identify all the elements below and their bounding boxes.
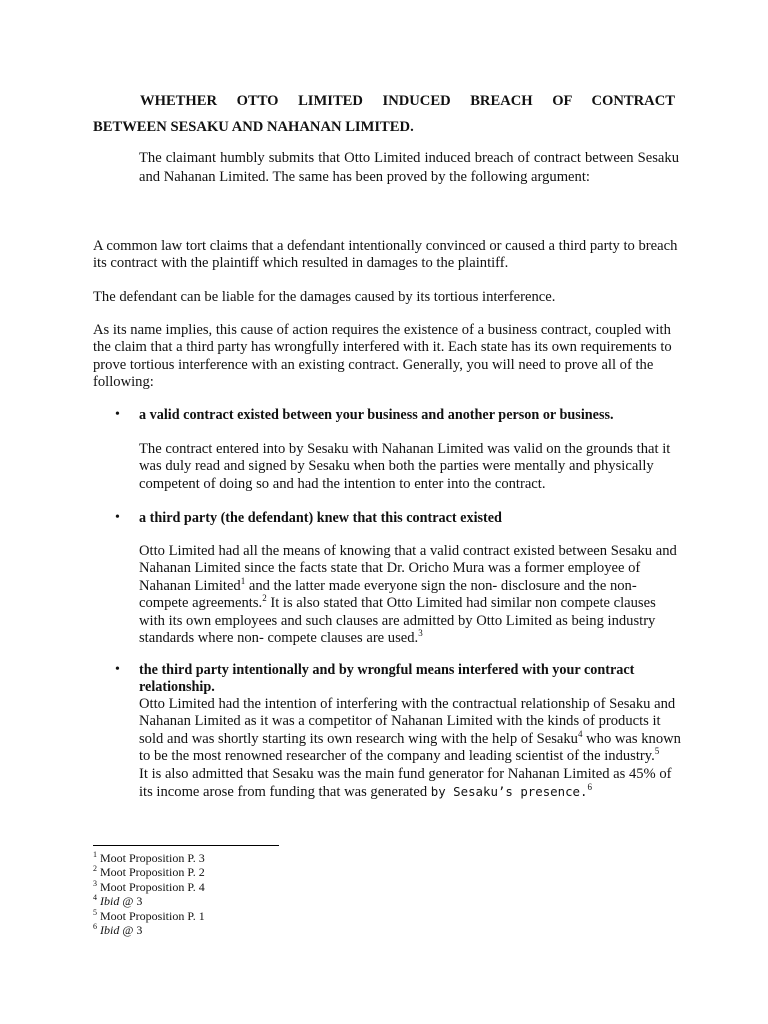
footnote-ref: 6: [587, 782, 592, 793]
heading-line-2: BETWEEN SESAKU AND NAHANAN LIMITED.: [93, 119, 414, 135]
footnote: $^4$ Ibid @ 3: [93, 893, 143, 909]
footnote-ref: 1: [240, 575, 246, 586]
footnote: $^2$ Moot Proposition P. 2: [93, 864, 205, 880]
footnotes: [93, 851, 205, 937]
body-text: It is also stated that Otto Limited had similar non compete clauses with its own employees and such clauses are admitted by Otto Limited as being industry standards where non- compete clauses are used.: [139, 595, 656, 647]
section-heading: [93, 88, 675, 140]
bullet-title-knew-contract: a third party (the defendant) knew that this contract existed: [139, 510, 502, 526]
intro-paragraph: The claimant humbly submits that Otto Limited induced breach of contract between Sesaku and Nahanan Limited. The same has been proved by the following argument:: [139, 150, 679, 185]
footnote: $^6$ Ibid @ 3: [93, 922, 143, 938]
body-text-mono: by Sesaku’s presence.: [430, 784, 588, 800]
paragraph-tort-claim: A common law tort claims that a defendant intentionally convinced or caused a third party to breach its contract with the plaintiff which resulted in damages to the plaintiff.: [93, 238, 678, 272]
bullet-body-interfered: [139, 696, 684, 801]
bullet-icon: •: [115, 407, 120, 422]
bullet-body-knew-contract: [139, 543, 684, 647]
footnote-divider: [93, 845, 279, 846]
paragraph-cause-of-action: As its name implies, this cause of action requires the existence of a business contract, coupled with the claim that a third party has wrongfully interfered with it. Each state has its own requirements to prove tortious interference with an existing contract. Generally, you will need to prove all of the following:: [93, 322, 672, 391]
body-text: and the latter made everyone sign the non- disclosure and the non- compete agreements.: [139, 577, 637, 612]
body-text: It is also admitted that Sesaku was the main fund generator for Nahanan Limited as 45% of its income arose from funding that was generated: [139, 765, 672, 801]
body-text: Otto Limited had all the means of knowing that a valid contract existed between Sesaku and Nahanan Limited since the facts state that Dr. Oricho Mura was a former employee of Nahanan Limited: [139, 543, 677, 594]
footnote-ref: 3: [418, 628, 423, 639]
heading-line-1: WHETHER OTTO LIMITED INDUCED BREACH OF CONTRACT: [140, 93, 675, 109]
footnote: $^1$ Moot Proposition P. 3: [93, 850, 205, 865]
footnote-ref: 5: [654, 746, 660, 757]
bullet-icon: •: [115, 510, 120, 525]
footnote: $^3$ Moot Proposition P. 4: [93, 878, 205, 894]
paragraph-defendant-liable: The defendant can be liable for the damages caused by its tortious interference.: [93, 289, 556, 305]
footnote-ref: 4: [577, 728, 583, 739]
footnote-ref: 2: [262, 593, 267, 604]
bullet-icon: •: [115, 662, 120, 677]
bullet-title-valid-contract: a valid contract existed between your business and another person or business.: [139, 407, 614, 423]
body-text: who was known to be the most renowned researcher of the company and leading scientist of the industry.: [139, 730, 681, 765]
bullet-title-interfered: the third party intentionally and by wrongful means interfered with your contract relationship.: [139, 662, 635, 696]
body-text: Otto Limited had the intention of interfering with the contractual relationship of Sesaku and Nahanan Limited as it was a competitor of Nahanan Limited with the kinds of products it sold and was shortly starting its own research wing with the help of Sesaku: [139, 696, 676, 747]
footnote: $^5$ Moot Proposition P. 1: [93, 907, 205, 923]
bullet-body-valid-contract: The contract entered into by Sesaku with Nahanan Limited was valid on the grounds that it was duly read and signed by Sesaku when both the parties were mentally and physically competent of doing so and had the intention to enter into the contract.: [139, 441, 671, 492]
